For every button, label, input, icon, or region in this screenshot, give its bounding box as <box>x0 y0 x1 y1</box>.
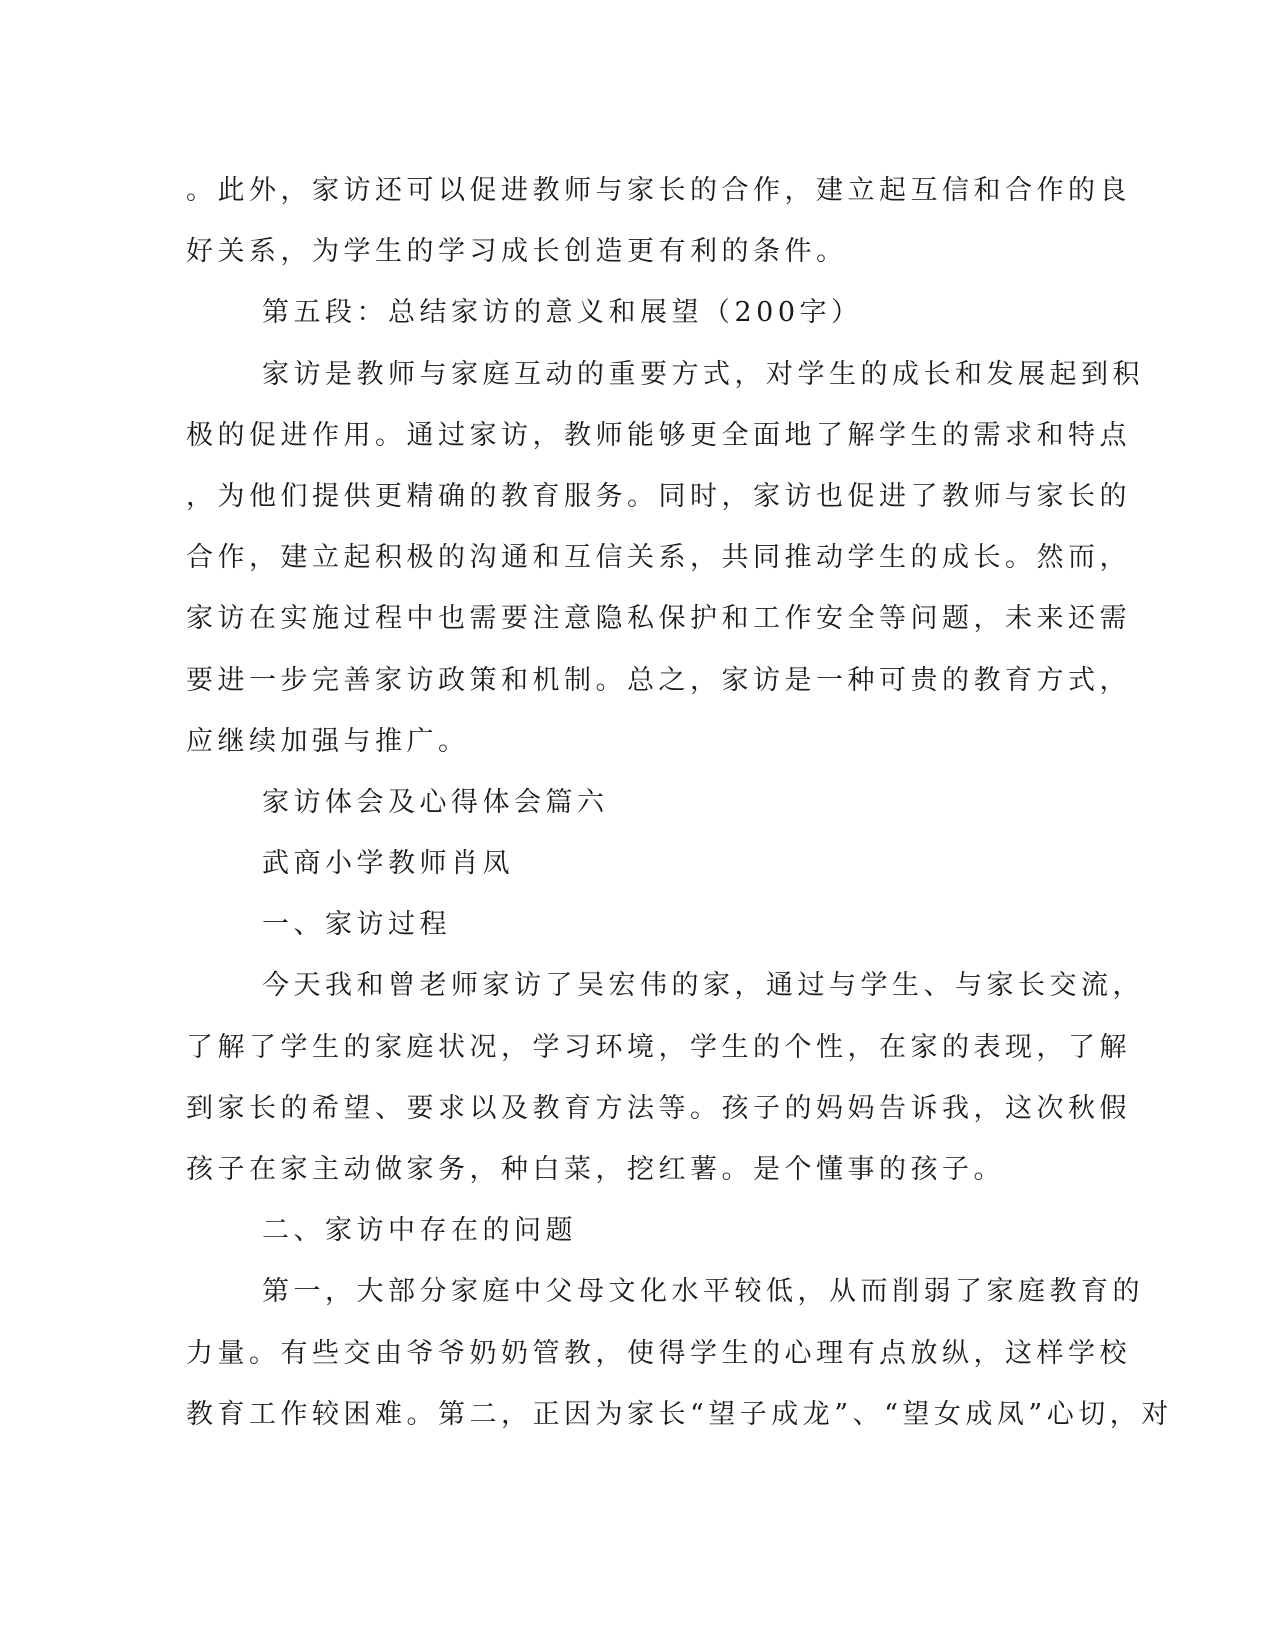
paragraph-line: 第一，大部分家庭中父母文化水平较低，从而削弱了家庭教育的 <box>262 1276 1144 1308</box>
paragraph-line: 家访是教师与家庭互动的重要方式，对学生的成长和发展起到积 <box>262 358 1144 390</box>
paragraph-line: 合作，建立起积极的沟通和互信关系，共同推动学生的成长。然而， <box>186 542 1131 574</box>
paragraph-line: 力量。有些交由爷爷奶奶管教，使得学生的心理有点放纵，这样学校 <box>186 1337 1131 1369</box>
article-title: 家访体会及心得体会篇六 <box>262 786 609 818</box>
body-text <box>186 160 1173 1445</box>
paragraph-line: 。此外，家访还可以促进教师与家长的合作，建立起互信和合作的良 <box>186 175 1131 206</box>
section-heading: 一、家访过程 <box>262 909 451 941</box>
author-line: 武商小学教师肖凤 <box>262 848 514 880</box>
paragraph-line: 家访在实施过程中也需要注意隐私保护和工作安全等问题，未来还需 <box>186 603 1131 635</box>
paragraph-line: 了解了学生的家庭状况，学习环境，学生的个性，在家的表现，了解 <box>186 1031 1131 1063</box>
paragraph-line: 今天我和曾老师家访了吴宏伟的家，通过与学生、与家长交流， <box>262 970 1144 1002</box>
section-heading: 二、家访中存在的问题 <box>262 1215 577 1247</box>
paragraph-line: 极的促进作用。通过家访，教师能够更全面地了解学生的需求和特点 <box>186 419 1131 451</box>
paragraph-line: 应继续加强与推广。 <box>186 725 470 757</box>
section-heading: 第五段：总结家访的意义和展望（200字） <box>262 297 863 329</box>
paragraph-line: 好关系，为学生的学习成长创造更有利的条件。 <box>186 236 848 268</box>
paragraph-line: 教育工作较困难。第二，正因为家长“望子成龙”、“望女成凤”心切，对 <box>186 1398 1173 1430</box>
paragraph-line: 要进一步完善家访政策和机制。总之，家访是一种可贵的教育方式， <box>186 664 1131 696</box>
paragraph-line: ，为他们提供更精确的教育服务。同时，家访也促进了教师与家长的 <box>186 480 1131 512</box>
paragraph-line: 孩子在家主动做家务，种白菜，挖红薯。是个懂事的孩子。 <box>186 1154 1005 1185</box>
paragraph-line: 到家长的希望、要求以及教育方法等。孩子的妈妈告诉我，这次秋假 <box>186 1092 1131 1124</box>
